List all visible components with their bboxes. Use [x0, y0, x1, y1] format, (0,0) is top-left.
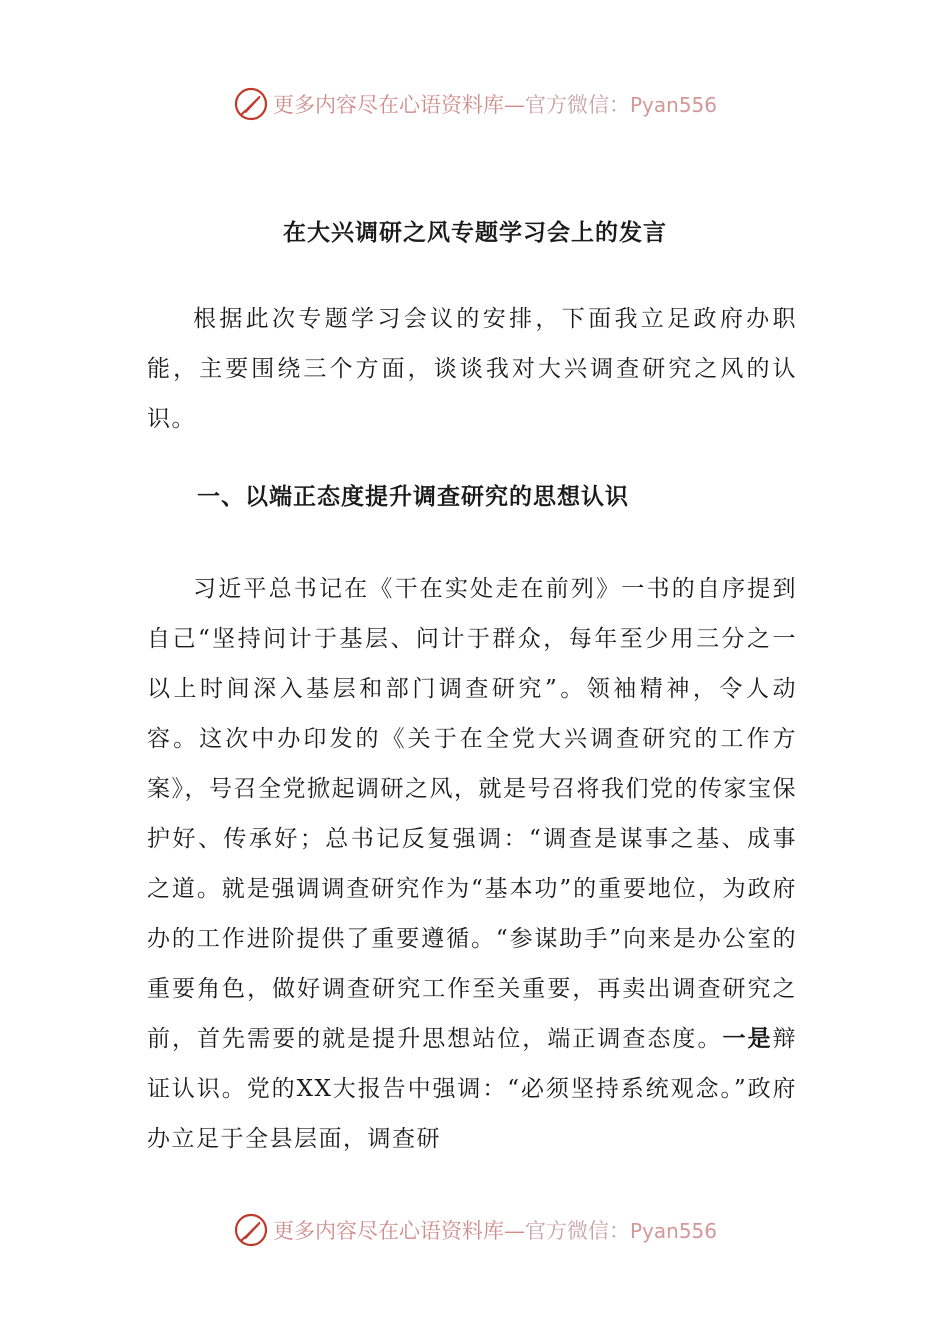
footer-banner: [0, 1208, 950, 1252]
banner-text: 更多内容尽在心语资料库—官方微信：Pyan556: [272, 1219, 717, 1243]
intro-paragraph: 根据此次专题学习会议的安排，下面我立足政府办职能，主要围绕三个方面，谈谈我对大兴调查研究之风的认识。: [147, 306, 797, 432]
document-title: 在大兴调研之风专题学习会上的发言: [283, 219, 667, 246]
quill-logo-icon: [233, 1212, 269, 1248]
body-paragraph: 习近平总书记在《干在实处走在前列》一书的自序提到自己“坚持问计于基层、问计于群众，每年至少用三分之一以上时间深入基层和部门调查研究”。领袖精神，令人动容。这次中办印发的《关于在全党大兴调查研究的工作方案》，号召全党掀起调研之风，就是号召将我们党的传家宝保护好、传承好；总书记反复强调：“调查是谋事之基、成事之道。就是强调调查研究作为“基本功”的重要地位，为政府办的工作进阶提供了重要遵循。“参谋助手”向来是办公室的重要角色，做好调查研究工作至关重要，再卖出调查研究之前，首先需要的就是提升思想站位，端正调查态度。一是辩证认识。党的XX大报告中强调：“必须坚持系统观念。”政府办立足于全县层面，调查研: [147, 576, 798, 1152]
quill-logo-icon: [233, 86, 269, 122]
section-heading-1: 一、以端正态度提升调查研究的思想认识: [197, 483, 629, 510]
banner-text: 更多内容尽在心语资料库—官方微信：Pyan556: [272, 93, 717, 117]
bold-marker: 一是: [722, 1025, 773, 1052]
header-banner: [0, 82, 950, 126]
